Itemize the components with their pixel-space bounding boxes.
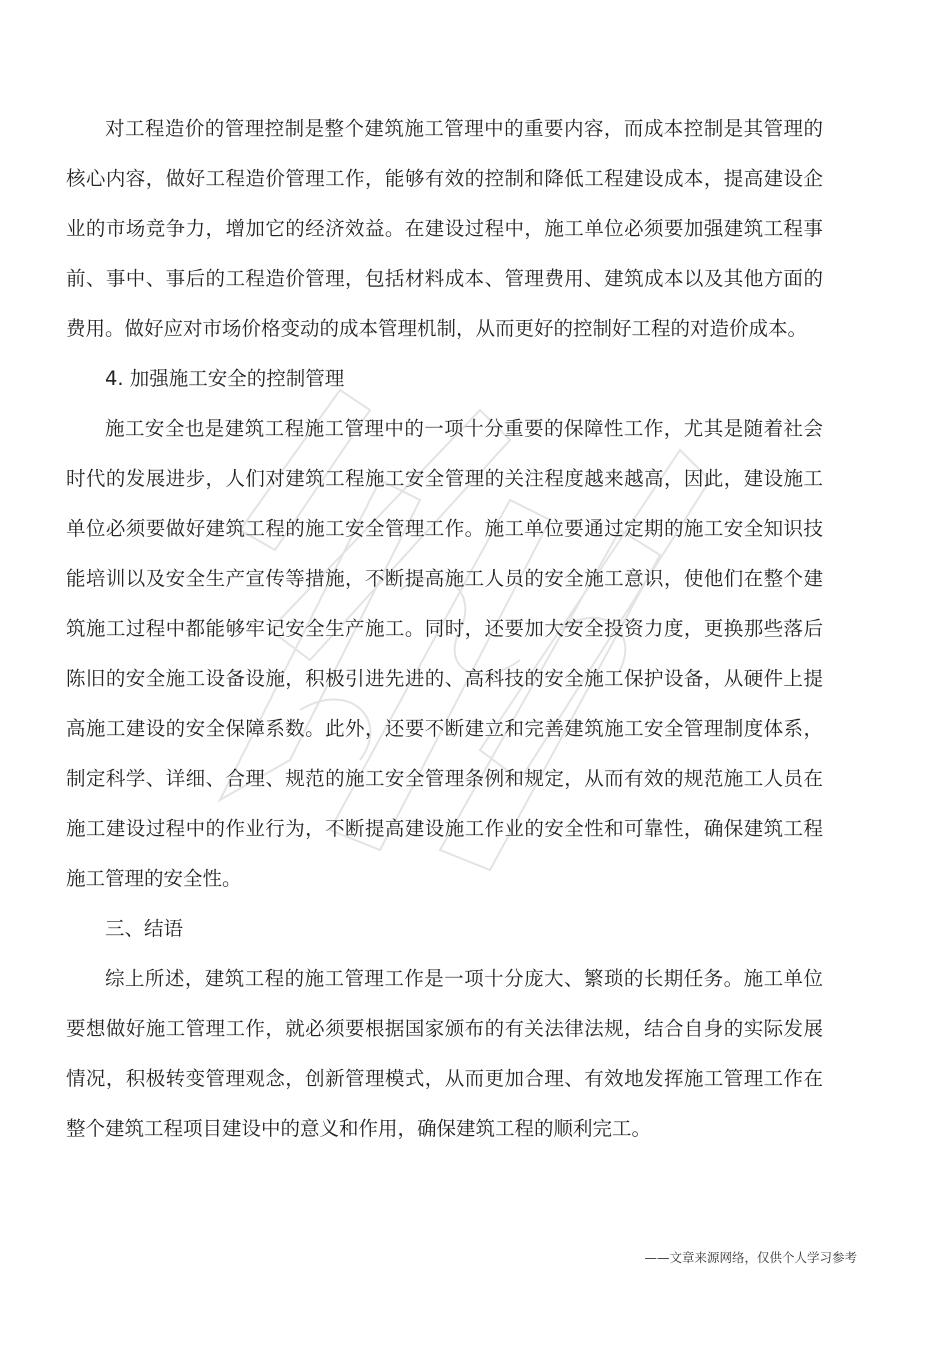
- section-heading-safety: 4. 加强施工安全的控制管理: [105, 367, 345, 390]
- paragraph-cost-control: 对工程造价的管理控制是整个建筑施工管理中的重要内容，而成本控制是其管理的核心内容，做好工程造价管理工作，能够有效的控制和降低工程建设成本，提高建设企业的市场竞争力，增加它的经济效益。在建设过程中，施工单位必须要加强建筑工程事前、事中、事后的工程造价管理，包括材料成本、管理费用、建筑成本以及其他方面的费用。做好应对市场价格变动的成本管理机制，从而更好的控制好工程的对造价成本。: [66, 117, 823, 340]
- source-footnote: ——文章来源网络，仅供个人学习参考: [644, 1250, 857, 1265]
- document-body: [66, 104, 823, 1154]
- paragraph-conclusion: 综上所述，建筑工程的施工管理工作是一项十分庞大、繁琐的长期任务。施工单位要想做好施工管理工作，就必须要根据国家颁布的有关法律法规，结合自身的实际发展情况，积极转变管理观念，创新管理模式，从而更加合理、有效地发挥施工管理工作在整个建筑工程项目建设中的意义和作用，确保建筑工程的顺利完工。: [66, 967, 823, 1140]
- paragraph-safety: 施工安全也是建筑工程施工管理中的一项十分重要的保障性工作，尤其是随着社会时代的发展进步，人们对建筑工程施工安全管理的关注程度越来越高，因此，建设施工单位必须要做好建筑工程的施工安全管理工作。施工单位要通过定期的施工安全知识技能培训以及安全生产宣传等措施，不断提高施工人员的安全施工意识，使他们在整个建筑施工过程中都能够牢记安全生产施工。同时，还要加大安全投资力度，更换那些落后陈旧的安全施工设备设施，积极引进先进的、高科技的安全施工保护设备，从硬件上提高施工建设的安全保障系数。此外，还要不断建立和完善建筑施工安全管理制度体系，制定科学、详细、合理、规范的施工安全管理条例和规定，从而有效的规范施工人员在施工建设过程中的作业行为，不断提高建设施工作业的安全性和可靠性，确保建筑工程施工管理的安全性。: [66, 417, 823, 890]
- section-heading-conclusion: 三、结语: [105, 917, 184, 940]
